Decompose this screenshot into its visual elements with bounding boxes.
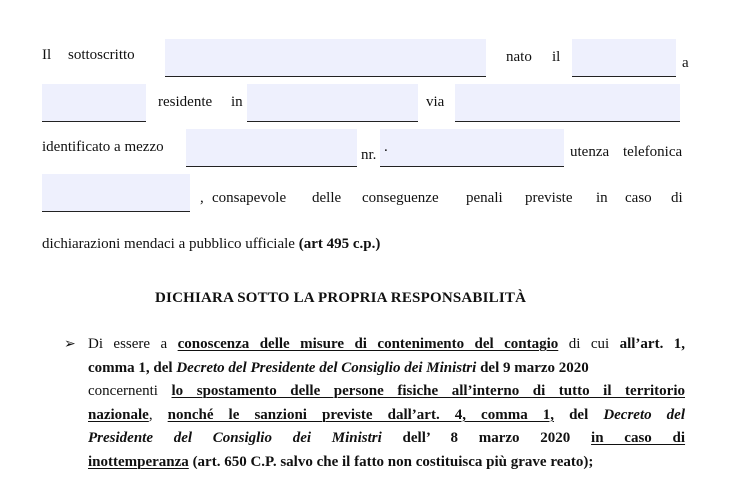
label-a: a bbox=[682, 55, 689, 71]
l1-d: all’art. 1, bbox=[619, 336, 686, 352]
via-field[interactable] bbox=[455, 84, 680, 122]
label-nato: nato bbox=[506, 49, 532, 65]
l3-a: concernenti bbox=[88, 383, 158, 399]
para-line-3 bbox=[88, 380, 685, 404]
l4-decree: Decreto del bbox=[603, 406, 686, 423]
l5-underlined: in caso di bbox=[591, 430, 686, 446]
word-consapevole: consapevole bbox=[212, 190, 287, 206]
l6-b: (art. 650 C.P. salvo che il fatto non costituisca più grave reato); bbox=[192, 453, 594, 470]
label-residente: residente bbox=[158, 94, 213, 110]
label-nr: nr. bbox=[361, 147, 377, 163]
l2-c: del 9 marzo 2020 bbox=[480, 359, 589, 376]
label-residente-in: in bbox=[231, 94, 243, 110]
word-delle: delle bbox=[312, 190, 342, 206]
para-line-6 bbox=[88, 451, 685, 475]
label-utenza: utenza bbox=[570, 144, 610, 160]
label-nato-il: il bbox=[552, 49, 561, 65]
l4-d: del bbox=[569, 406, 589, 423]
l2-decree: Decreto del Presidente del Consiglio dei Ministri bbox=[176, 359, 477, 376]
para-line-1 bbox=[88, 333, 685, 357]
para-line-2 bbox=[88, 357, 685, 381]
declaration-paragraph bbox=[88, 333, 685, 474]
l5-decree: Presidente del Consiglio dei Ministri bbox=[88, 430, 382, 446]
numero-documento-field[interactable] bbox=[380, 129, 564, 167]
arrow-bullet-icon: ➢ bbox=[64, 337, 76, 352]
l1-c: di cui bbox=[568, 336, 610, 352]
l4-underlined-a: nazionale bbox=[88, 406, 149, 423]
para-line-5 bbox=[88, 427, 685, 451]
data-nascita-field[interactable] bbox=[572, 39, 676, 77]
word-penali: penali bbox=[466, 190, 503, 206]
l4-comma: , bbox=[148, 406, 153, 423]
comma: , bbox=[200, 190, 204, 206]
l6-underlined: inottemperanza bbox=[88, 453, 189, 470]
l4-underlined-c: nonché le sanzioni previste dall’art. 4, comma 1, bbox=[167, 406, 555, 423]
word-di: di bbox=[671, 190, 683, 206]
l1-underlined: conoscenza delle misure di contenimento del contagio bbox=[177, 336, 559, 352]
dichiarazioni-line bbox=[42, 235, 380, 253]
l1-a: Di essere a bbox=[88, 336, 168, 352]
comune-residenza-field[interactable] bbox=[247, 84, 418, 122]
label-via: via bbox=[426, 94, 445, 110]
word-conseguenze: conseguenze bbox=[362, 190, 439, 206]
section-heading: DICHIARA SOTTO LA PROPRIA RESPONSABILITÀ bbox=[155, 290, 527, 306]
label-sottoscritto: sottoscritto bbox=[68, 47, 135, 63]
label-telefonica: telefonica bbox=[623, 144, 683, 160]
word-previste: previste bbox=[525, 190, 573, 206]
para-line-4 bbox=[88, 404, 685, 428]
word-in: in bbox=[596, 190, 608, 206]
word-caso: caso bbox=[625, 190, 652, 206]
documento-field[interactable] bbox=[186, 129, 357, 167]
luogo-nascita-field[interactable] bbox=[42, 84, 146, 122]
l2-a: comma 1, del bbox=[88, 359, 173, 376]
nome-field[interactable] bbox=[165, 39, 486, 77]
l5-b: dell’ 8 marzo 2020 bbox=[402, 430, 571, 446]
art-495-ref: (art 495 c.p.) bbox=[298, 236, 381, 252]
label-il: Il bbox=[42, 47, 52, 63]
l3-underlined: lo spostamento delle persone fisiche all’interno di tutto il territorio bbox=[171, 383, 685, 399]
telefono-field[interactable] bbox=[42, 174, 190, 212]
label-identificato: identificato a mezzo bbox=[42, 139, 164, 155]
dichiarazioni-text: dichiarazioni mendaci a pubblico ufficiale bbox=[42, 236, 295, 252]
